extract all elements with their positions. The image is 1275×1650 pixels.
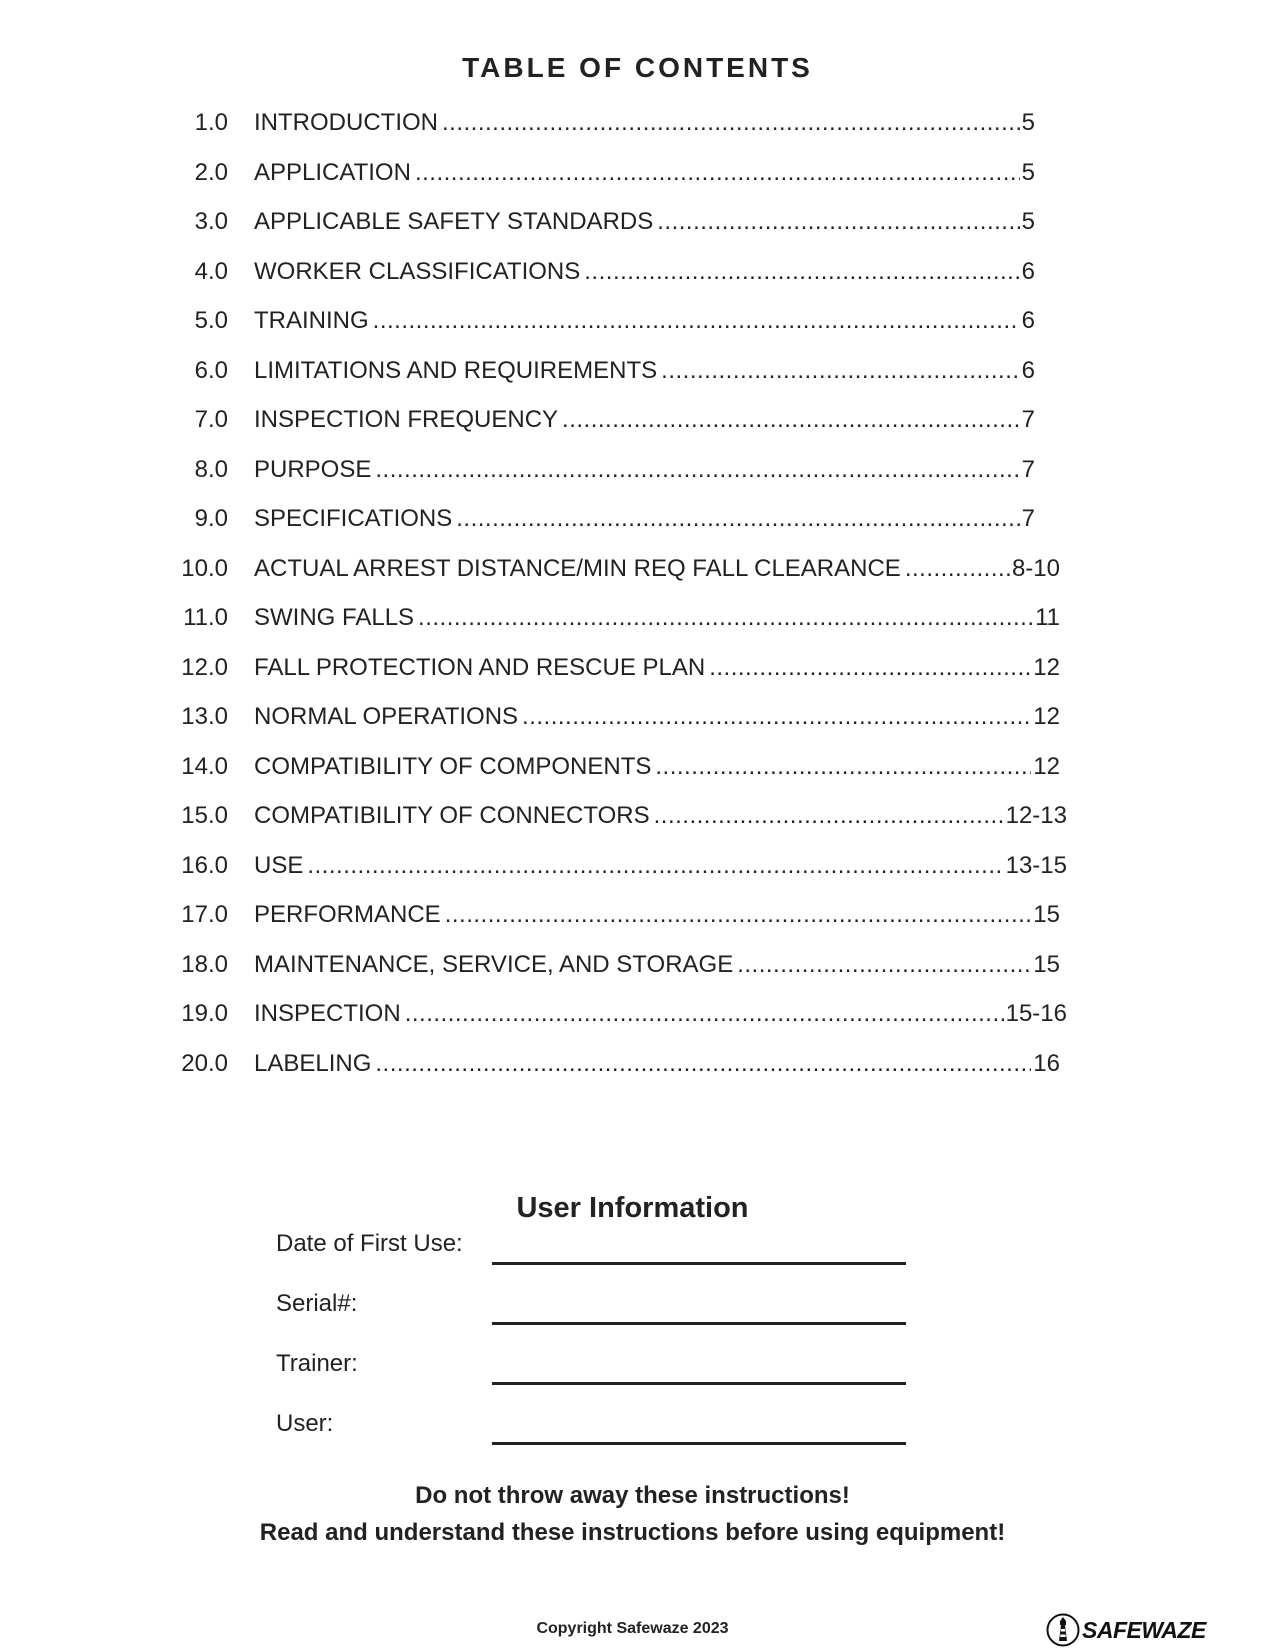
toc-entry-title: APPLICABLE SAFETY STANDARDS xyxy=(254,208,654,235)
toc-entry-page: 5 xyxy=(1021,208,1035,235)
toc-entry-number: 13.0 xyxy=(181,703,228,730)
toc-entry-title: WORKER CLASSIFICATIONS xyxy=(254,257,581,285)
toc-entry-page: 8-10 xyxy=(1011,554,1060,582)
toc-entry-page: 12 xyxy=(1033,752,1060,780)
toc-entry-page: 5 xyxy=(1021,109,1035,136)
toc-entry-number: 10.0 xyxy=(181,554,228,582)
toc-entry xyxy=(0,851,1275,881)
toc-entry-page: 12 xyxy=(1033,703,1060,730)
toc-entry xyxy=(0,702,1275,732)
lighthouse-logo-icon xyxy=(1046,1613,1080,1647)
toc-dot-leader xyxy=(375,1049,1031,1079)
toc-entry xyxy=(0,950,1275,980)
toc-dot-leader xyxy=(709,653,1031,683)
user-info-blank-line[interactable] xyxy=(492,1322,906,1325)
warning-keep-instructions: Do not throw away these instructions! xyxy=(415,1482,850,1509)
toc-entry-page: 15-16 xyxy=(1005,1000,1067,1027)
toc-entry-title: NORMAL OPERATIONS xyxy=(254,703,519,730)
safewaze-logo xyxy=(1046,1612,1206,1648)
toc-entry-number: 5.0 xyxy=(194,307,228,334)
user-info-field xyxy=(276,1230,916,1270)
toc-dot-leader xyxy=(456,504,1019,534)
toc-entry xyxy=(0,405,1275,435)
toc-dot-leader xyxy=(562,405,1020,435)
toc-entry-number: 1.0 xyxy=(194,109,228,136)
warning-read-instructions: Read and understand these instructions before using equipment! xyxy=(259,1519,1006,1546)
toc-entry-number: 17.0 xyxy=(181,901,228,928)
toc-entry xyxy=(0,999,1275,1029)
toc-entry-title: INSPECTION FREQUENCY xyxy=(254,406,559,433)
toc-entry-page: 15 xyxy=(1033,950,1060,978)
toc-entry-page: 6 xyxy=(1021,356,1035,384)
user-info-blank-line[interactable] xyxy=(492,1262,906,1265)
toc-entry-title: SPECIFICATIONS xyxy=(254,505,453,532)
toc-entry-number: 7.0 xyxy=(194,406,228,433)
toc-entry-page: 7 xyxy=(1021,505,1035,532)
toc-entry-page: 6 xyxy=(1021,307,1035,334)
toc-entry-title: COMPATIBILITY OF COMPONENTS xyxy=(254,752,652,780)
user-info-field xyxy=(276,1290,916,1330)
toc-dot-leader xyxy=(442,108,1020,138)
user-info-field xyxy=(276,1350,916,1390)
user-info-field-label: Date of First Use: xyxy=(276,1230,463,1257)
toc-dot-leader xyxy=(307,851,1003,881)
toc-entry-page: 6 xyxy=(1021,257,1035,285)
toc-entry xyxy=(0,455,1275,485)
toc-entry xyxy=(0,1049,1275,1079)
toc-entry-number: 6.0 xyxy=(194,356,228,384)
toc-entry xyxy=(0,158,1275,188)
toc-entry xyxy=(0,752,1275,782)
toc-entry-title: INSPECTION xyxy=(254,1000,401,1027)
toc-dot-leader xyxy=(655,752,1031,782)
toc-entry-title: SWING FALLS xyxy=(254,604,415,631)
user-info-field-label: Trainer: xyxy=(276,1350,358,1377)
user-info-field-label: Serial#: xyxy=(276,1290,358,1317)
toc-entry xyxy=(0,900,1275,930)
toc-entry-title: PURPOSE xyxy=(254,455,372,483)
toc-entry-title: USE xyxy=(254,851,304,879)
toc-entry-title: PERFORMANCE xyxy=(254,901,441,928)
toc-entry-page: 13-15 xyxy=(1005,851,1067,879)
toc-entry-page: 7 xyxy=(1021,455,1035,483)
toc-dot-leader xyxy=(418,603,1033,633)
toc-entry-number: 2.0 xyxy=(194,158,228,186)
toc-entry-number: 14.0 xyxy=(181,752,228,780)
toc-entry-title: TRAINING xyxy=(254,307,369,334)
toc-entry xyxy=(0,257,1275,287)
toc-entry-title: MAINTENANCE, SERVICE, AND STORAGE xyxy=(254,950,734,978)
toc-dot-leader xyxy=(657,207,1019,237)
toc-entry-page: 5 xyxy=(1021,158,1035,186)
toc-entry-title: INTRODUCTION xyxy=(254,109,438,136)
toc-entry-page: 15 xyxy=(1033,901,1060,928)
toc-dot-leader xyxy=(661,356,1019,386)
user-info-blank-line[interactable] xyxy=(492,1442,906,1445)
toc-dot-leader xyxy=(373,306,1020,336)
toc-entry-page: 16 xyxy=(1033,1049,1060,1077)
user-info-blank-line[interactable] xyxy=(492,1382,906,1385)
toc-dot-leader xyxy=(584,257,1019,287)
toc-entry-number: 16.0 xyxy=(181,851,228,879)
toc-dot-leader xyxy=(415,158,1020,188)
toc-entry xyxy=(0,653,1275,683)
toc-entry xyxy=(0,801,1275,831)
toc-entry-number: 12.0 xyxy=(181,653,228,681)
toc-entry-number: 15.0 xyxy=(181,802,228,829)
toc-entry-number: 8.0 xyxy=(194,455,228,483)
copyright-notice: Copyright Safewaze 2023 xyxy=(536,1620,729,1637)
toc-entry-title: ACTUAL ARREST DISTANCE/MIN REQ FALL CLEARANCE xyxy=(254,554,901,582)
toc-entry-title: LABELING xyxy=(254,1049,372,1077)
toc-entry xyxy=(0,306,1275,336)
toc-dot-leader xyxy=(654,801,1004,831)
toc-entry-title: LIMITATIONS AND REQUIREMENTS xyxy=(254,356,658,384)
toc-entry-page: 12 xyxy=(1033,653,1060,681)
toc-dot-leader xyxy=(522,702,1031,732)
toc-entry xyxy=(0,554,1275,584)
toc-dot-leader xyxy=(905,554,1010,584)
toc-entry-title: FALL PROTECTION AND RESCUE PLAN xyxy=(254,653,706,681)
toc-title: TABLE OF CONTENTS xyxy=(462,52,813,83)
toc-entry-page: 7 xyxy=(1021,406,1035,433)
toc-dot-leader xyxy=(375,455,1019,485)
toc-dot-leader xyxy=(737,950,1031,980)
toc-entry-number: 9.0 xyxy=(194,505,228,532)
user-information-title: User Information xyxy=(516,1192,749,1224)
toc-entry-page: 12-13 xyxy=(1005,802,1067,829)
toc-entry-title: COMPATIBILITY OF CONNECTORS xyxy=(254,802,650,829)
toc-entry-number: 19.0 xyxy=(181,1000,228,1027)
toc-entry xyxy=(0,356,1275,386)
logo-wordmark: SAFEWAZE xyxy=(1082,1616,1206,1643)
toc-entry-number: 11.0 xyxy=(183,604,228,631)
toc-entry-title: APPLICATION xyxy=(254,158,411,186)
toc-dot-leader xyxy=(405,999,1004,1029)
toc-dot-leader xyxy=(445,900,1032,930)
user-info-field-label: User: xyxy=(276,1410,334,1437)
toc-entry xyxy=(0,603,1275,633)
toc-entry xyxy=(0,108,1275,138)
toc-entry-number: 18.0 xyxy=(181,950,228,978)
toc-entry-number: 20.0 xyxy=(181,1049,228,1077)
toc-entry xyxy=(0,504,1275,534)
user-info-field xyxy=(276,1410,916,1450)
toc-entry-page: 11 xyxy=(1035,604,1060,631)
toc-entry-number: 3.0 xyxy=(194,208,228,235)
toc-entry xyxy=(0,207,1275,237)
toc-entry-number: 4.0 xyxy=(194,257,228,285)
